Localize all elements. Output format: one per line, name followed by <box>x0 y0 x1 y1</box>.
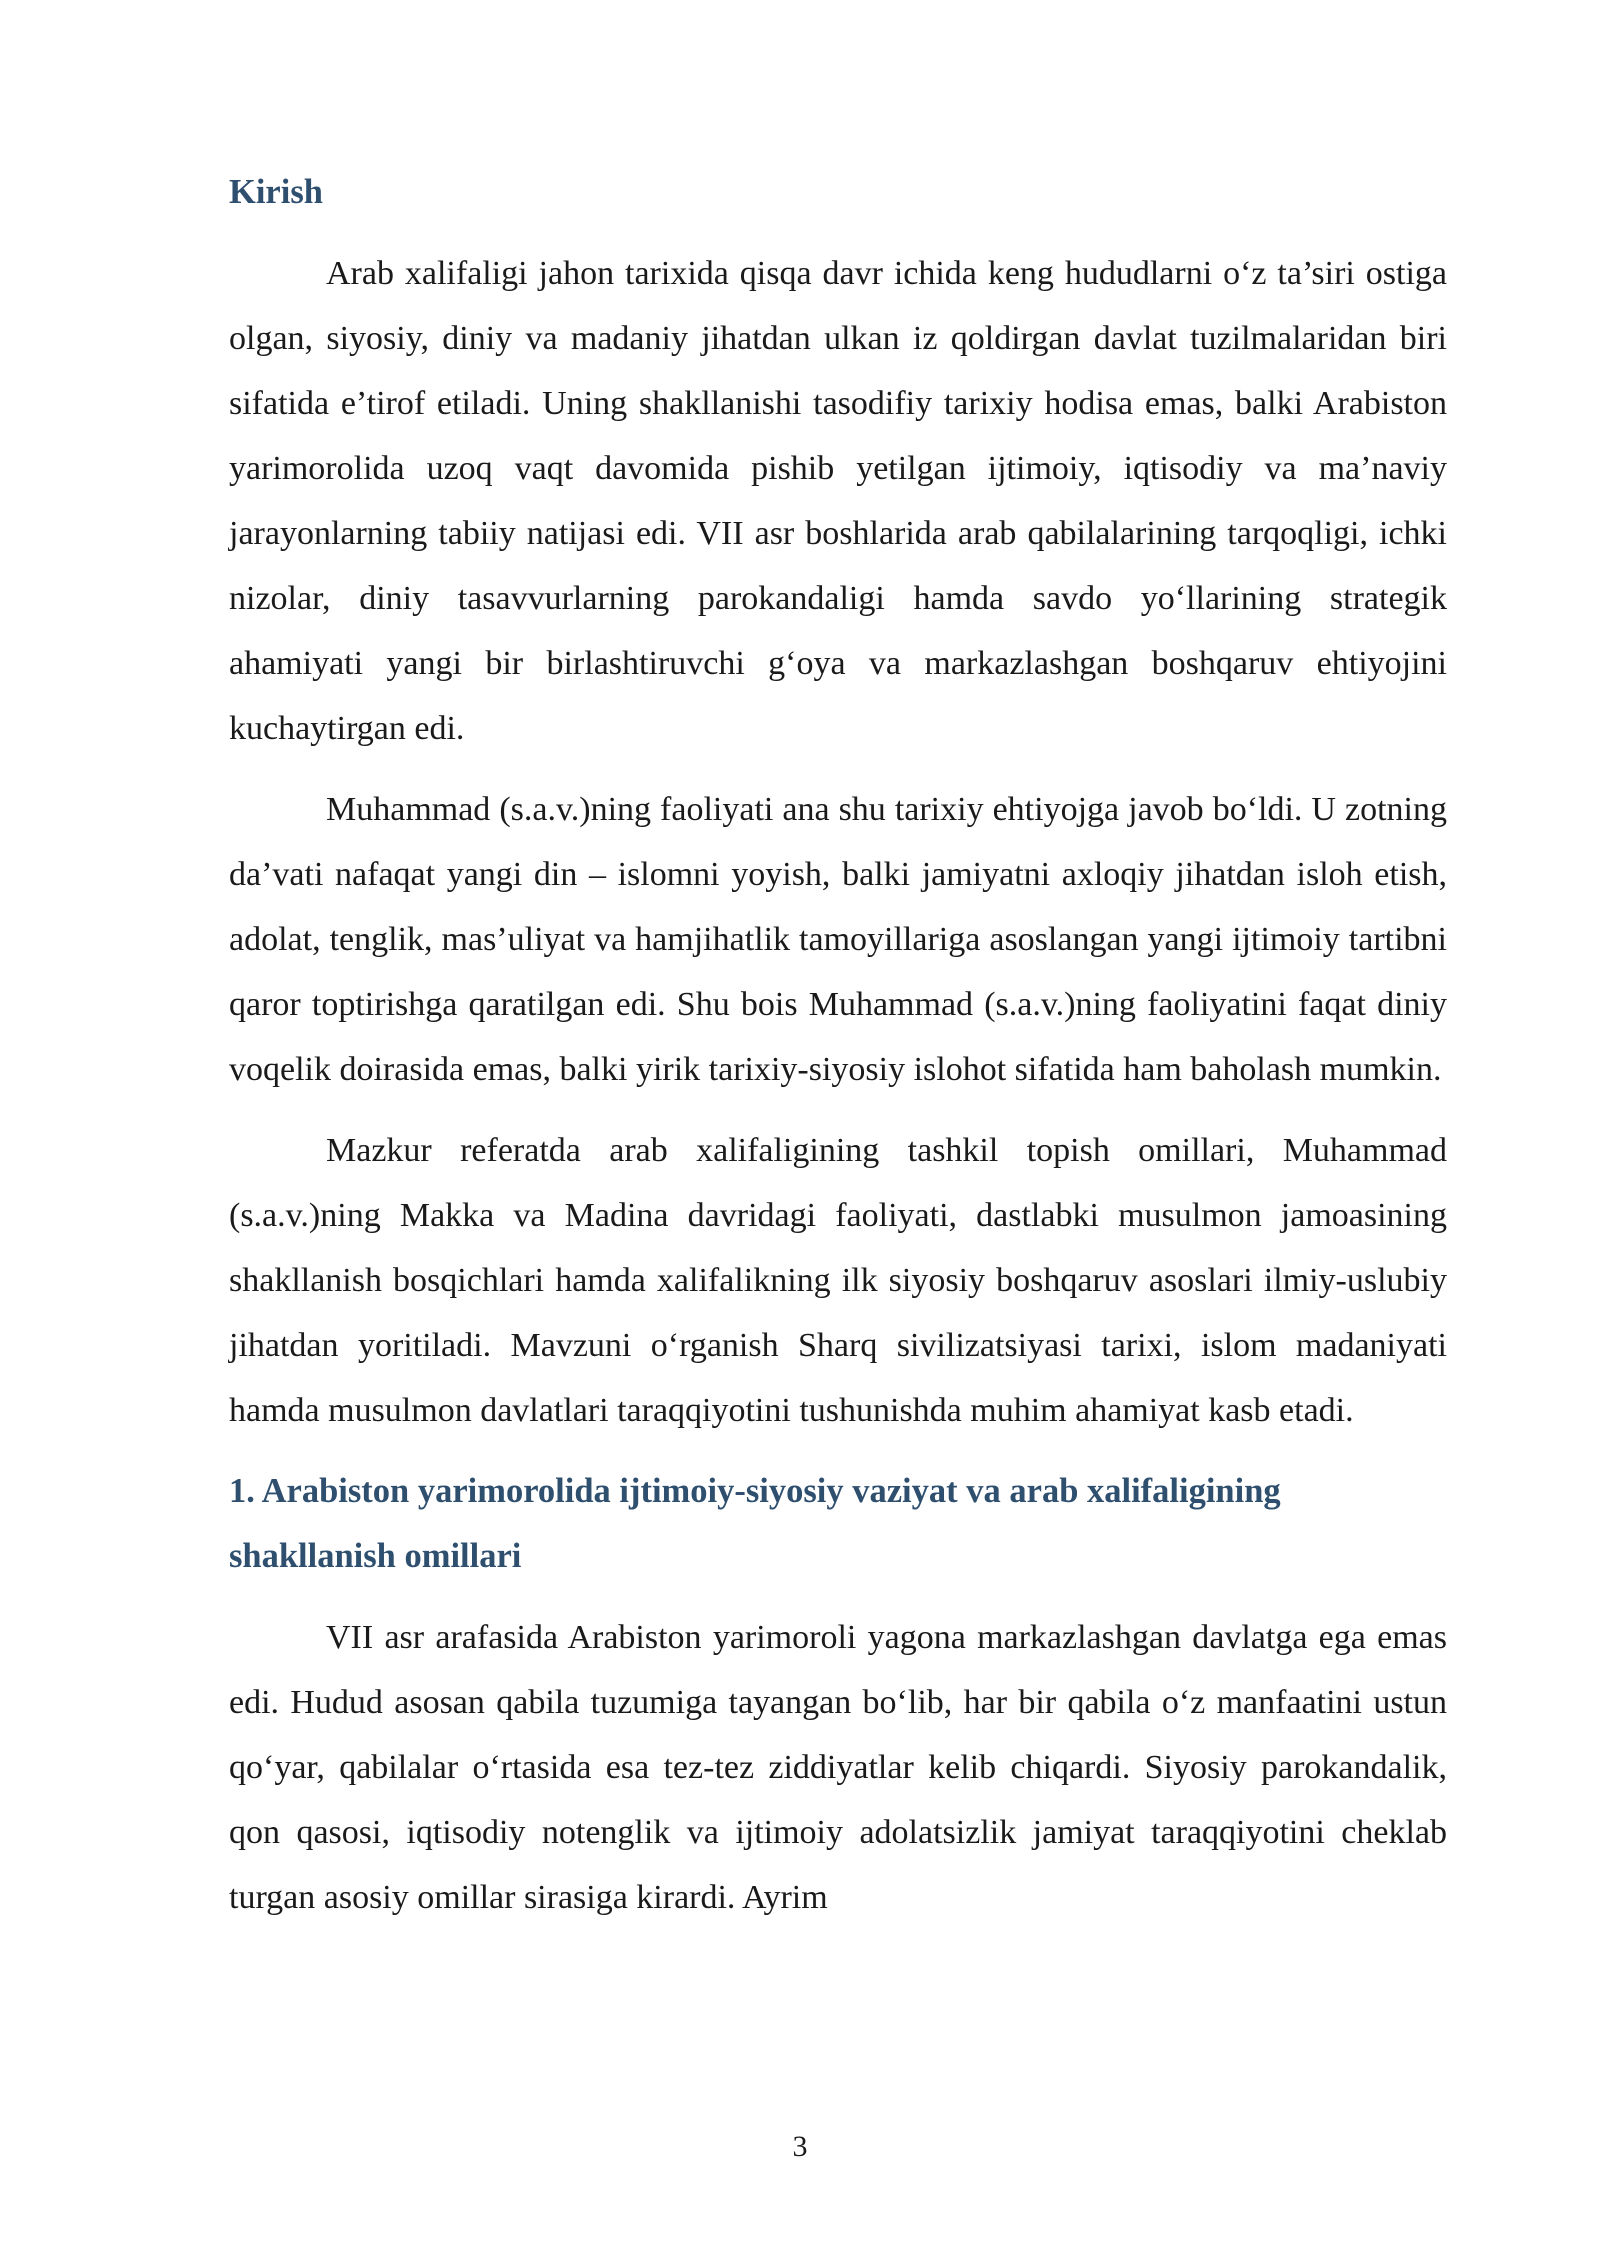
page-content <box>229 160 1447 1946</box>
page-number: 3 <box>792 2130 808 2163</box>
section-1-paragraph-1: VII asr arafasida Arabiston yarimoroli yagona markazlashgan davlatga ega emas edi. Hudud asosan qabila tuzumiga tayangan bo‘lib, har bir qabila o‘z manfaatini ustun qo‘yar, qabilalar o‘rtasida esa tez-tez ziddiyatlar kelib chiqardi. Siyosiy parokandalik, qon qasosi, iqtisodiy notenglik va ijtimoiy adolatsizlik jamiyat taraqqiyotini cheklab turgan asosiy omillar sirasiga kirardi. Ayrim <box>229 1619 1447 1916</box>
intro-paragraph-2: Muhammad (s.a.v.)ning faoliyati ana shu tarixiy ehtiyojga javob bo‘ldi. U zotning da’vati nafaqat yangi din – islomni yoyish, balki jamiyatni axloqiy jihatdan isloh etish, adolat, tenglik, mas’uliyat va hamjihatlik tamoyillariga asoslangan yangi ijtimoiy tartibni qaror toptirishga qaratilgan edi. Shu bois Muhammad (s.a.v.)ning faoliyatini faqat diniy voqelik doirasida emas, balki yirik tarixiy-siyosiy islohot sifatida ham baholash mumkin. <box>229 791 1447 1088</box>
intro-paragraph-1: Arab xalifaligi jahon tarixida qisqa davr ichida keng hududlarni o‘z ta’siri ostiga olgan, siyosiy, diniy va madaniy jihatdan ulkan iz qoldirgan davlat tuzilmalaridan biri sifatida e’tirof etiladi. Uning shakllanishi tasodifiy tarixiy hodisa emas, balki Arabiston yarimorolida uzoq vaqt davomida pishib yetilgan ijtimoiy, iqtisodiy va ma’naviy jarayonlarning tabiiy natijasi edi. VII asr boshlarida arab qabilalarining tarqoqligi, ichki nizolar, diniy tasavvurlarning parokandaligi hamda savdo yo‘llarining strategik ahamiyati yangi bir birlashtiruvchi g‘oya va markazlashgan boshqaruv ehtiyojini kuchaytirgan edi. <box>229 255 1447 747</box>
intro-paragraph-3: Mazkur referatda arab xalifaligining tashkil topish omillari, Muhammad (s.a.v.)ning Makka va Madina davridagi faoliyati, dastlabki musulmon jamoasining shakllanish bosqichlari hamda xalifalikning ilk siyosiy boshqaruv asoslari ilmiy-uslubiy jihatdan yoritiladi. Mavzuni o‘rganish Sharq sivilizatsiyasi tarixi, islom madaniyati hamda musulmon davlatlari taraqqiyotini tushunishda muhim ahamiyat kasb etadi. <box>229 1132 1447 1429</box>
section-1-heading: 1. Arabiston yarimorolida ijtimoiy-siyosiy vaziyat va arab xalifaligining shakllanish omillari <box>229 1472 1281 1575</box>
intro-heading: Kirish <box>229 173 323 211</box>
